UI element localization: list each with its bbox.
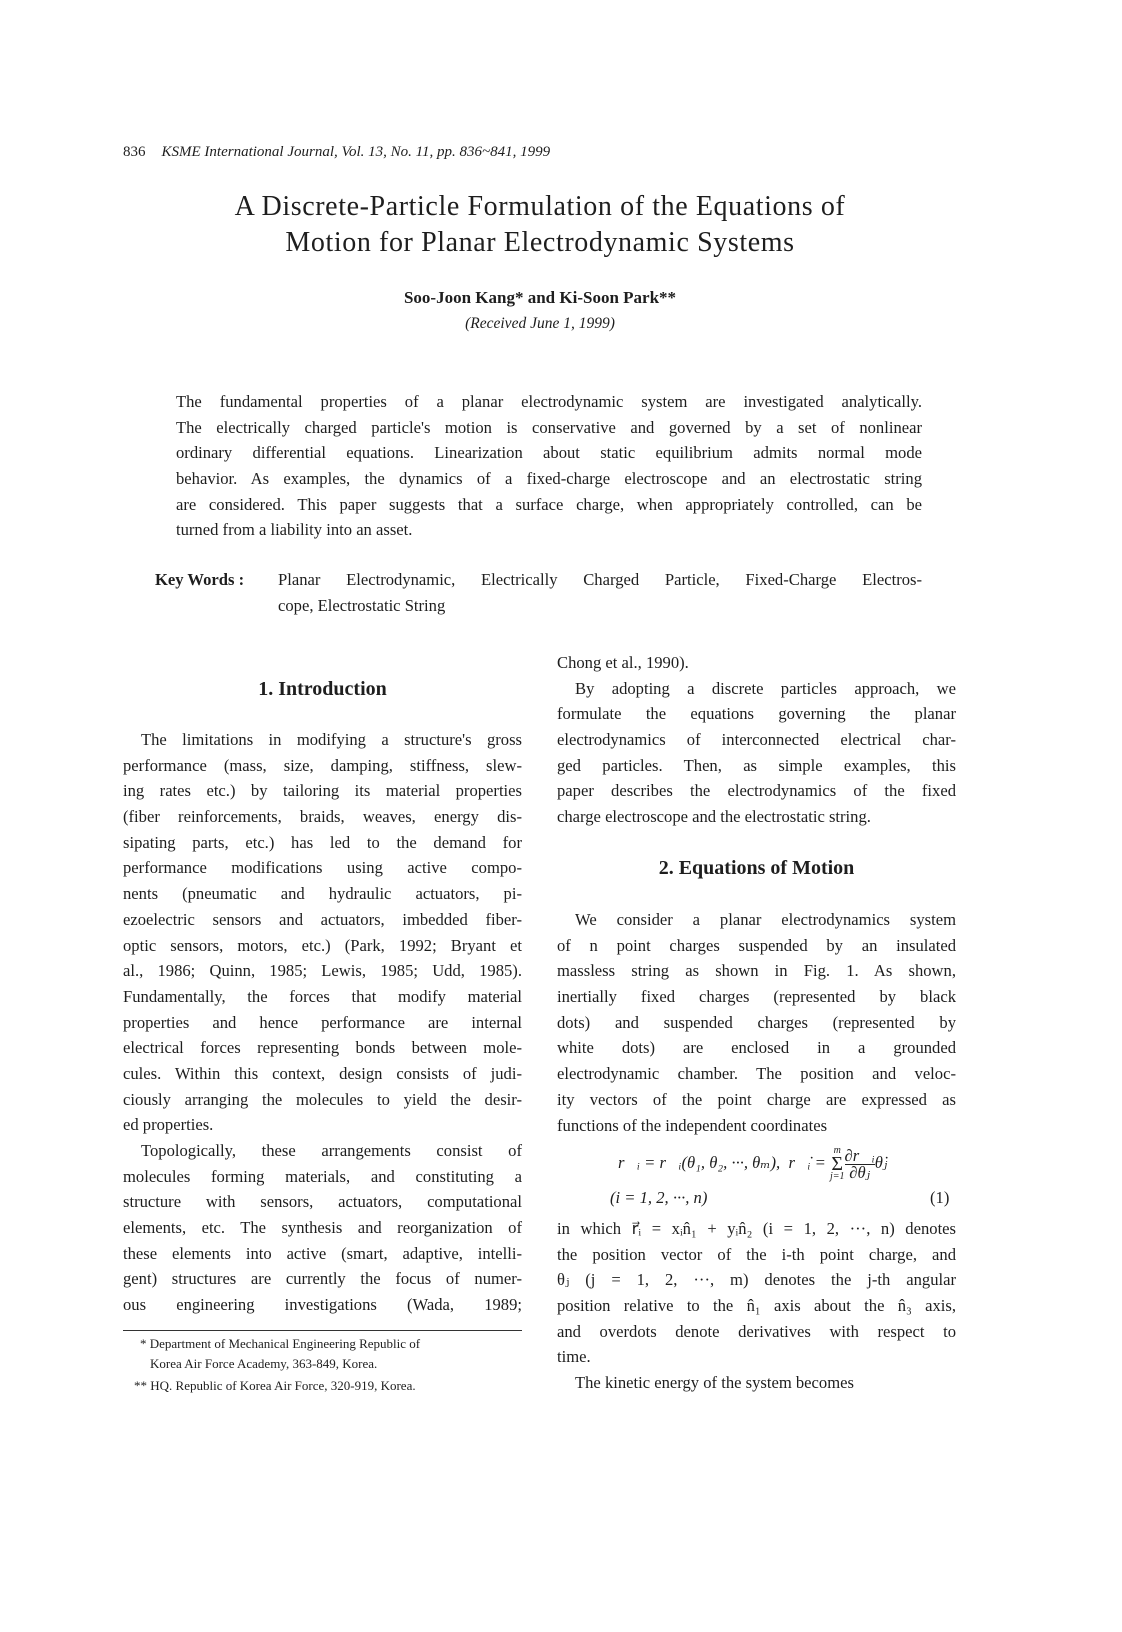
text-line: electrodynamic chamber. The position and veloc- xyxy=(557,1064,956,1084)
text-line: position relative to the n̂₁ axis about the n̂₃ axis, xyxy=(557,1296,956,1316)
text-line: We consider a planar electrodynamics system xyxy=(575,910,956,929)
text-line: The fundamental properties of a planar electrodynamic system are investigated analytically. xyxy=(176,392,922,411)
text-line: inertially fixed charges (represented by black xyxy=(557,987,956,1007)
equations-body-continued xyxy=(557,1216,956,1396)
text-line: functions of the independent coordinates xyxy=(557,1115,828,1135)
text-line: By adopting a discrete particles approach, we xyxy=(575,678,956,698)
equation-range: (i = 1, 2, ···, n) xyxy=(610,1188,708,1207)
paragraph xyxy=(557,907,956,1138)
text-line: are considered. This paper suggests that a surface charge, when appropriately controlled, can be xyxy=(176,494,922,514)
journal-citation: KSME International Journal, Vol. 13, No. 11, pp. 836~841, 1999 xyxy=(161,144,551,160)
equation-tail: θ̇ⱼ xyxy=(874,1152,888,1172)
equation-1 xyxy=(618,1146,887,1182)
text-line: ing rates etc.) by tailoring its material properties xyxy=(123,781,522,801)
text-line: turned from a liability into an asset. xyxy=(176,520,413,540)
text-line: The electrically charged particle's motion is conservative and governed by a set of nonlinear xyxy=(176,417,922,437)
text-line: Fundamentally, the forces that modify material xyxy=(123,986,522,1006)
text-line: behavior. As examples, the dynamics of a fixed-charge electroscope and an electrostatic string xyxy=(176,469,922,489)
text-line: performance (mass, size, damping, stiffness, slew- xyxy=(123,755,522,775)
title-line: A Discrete-Particle Formulation of the Equations of xyxy=(234,191,846,222)
page-number: 836 xyxy=(123,144,146,160)
text-line: and overdots denote derivatives with respect to xyxy=(557,1321,956,1341)
text-line: the position vector of the i-th point charge, and xyxy=(557,1244,956,1264)
text-line: of n point charges suspended by an insulated xyxy=(557,935,956,955)
text-line: optic sensors, motors, etc.) (Park, 1992; Bryant et xyxy=(123,935,522,955)
authors: Soo-Joon Kang* and Ki-Soon Park** xyxy=(403,288,677,307)
text-line: dots) and suspended charges (represented by xyxy=(557,1012,956,1032)
footnote-2: ** HQ. Republic of Korea Air Force, 320-919, Korea. xyxy=(134,1378,416,1393)
text-line: in which r⃗ᵢ = xᵢn̂₁ + yᵢn̂₂ (i = 1, 2, ···, n) denotes xyxy=(557,1219,956,1238)
text-line: sipating parts, etc.) has led to the demand for xyxy=(123,832,522,852)
paragraph xyxy=(176,389,922,543)
text-line: elements, etc. The synthesis and reorganization of xyxy=(123,1218,522,1238)
section-heading-equations-of-motion: 2. Equations of Motion xyxy=(658,857,855,879)
sum-upper: m xyxy=(833,1145,841,1156)
text-line: The limitations in modifying a structure's gross xyxy=(141,730,522,749)
running-header xyxy=(123,144,550,161)
text-line: ezoelectric sensors and actuators, imbedded fiber- xyxy=(123,909,522,929)
abstract xyxy=(176,389,922,543)
text-line: performance modifications using active compo- xyxy=(123,858,522,878)
keywords xyxy=(278,567,922,618)
text-line: gent) structures are currently the focus of numer- xyxy=(123,1269,522,1289)
text-line: white dots) are enclosed in a grounded xyxy=(557,1038,956,1058)
text-line: massless string as shown in Fig. 1. As shown, xyxy=(557,961,956,981)
footnote-1-cont: Korea Air Force Academy, 363-849, Korea. xyxy=(150,1356,378,1371)
paragraph xyxy=(123,727,522,1138)
sum-symbol: Σ xyxy=(831,1153,844,1175)
paragraph xyxy=(557,650,956,676)
footnote-1: * Department of Mechanical Engineering Republic of xyxy=(140,1336,421,1351)
paragraph xyxy=(278,567,922,618)
text-line: Planar Electrodynamic, Electrically Charged Particle, Fixed-Charge Electros- xyxy=(278,570,922,589)
text-line: (fiber reinforcements, braids, weaves, energy dis- xyxy=(123,807,522,827)
text-line: θⱼ (j = 1, 2, ···, m) denotes the j-th angular xyxy=(557,1270,956,1290)
fraction-denominator: ∂θⱼ xyxy=(849,1162,870,1182)
text-line: Topologically, these arrangements consist of xyxy=(141,1141,522,1160)
paragraph xyxy=(557,1216,956,1370)
text-line: The kinetic energy of the system becomes xyxy=(575,1373,854,1393)
equation-number: (1) xyxy=(930,1188,950,1207)
paragraph xyxy=(557,676,956,830)
text-line: these elements into active (smart, adaptive, intelli- xyxy=(123,1243,522,1263)
text-line: electrical forces representing bonds between mole- xyxy=(123,1038,522,1058)
intro-continuation xyxy=(557,650,956,830)
sum-lower: j=1 xyxy=(829,1171,845,1182)
text-line: formulate the equations governing the planar xyxy=(557,704,956,724)
introduction-body xyxy=(123,727,522,1318)
text-line: ity vectors of the point charge are expressed as xyxy=(557,1089,956,1109)
paragraph xyxy=(123,1138,522,1318)
text-line: cope, Electrostatic String xyxy=(278,595,446,615)
text-line: structure with sensors, actuators, computational xyxy=(123,1192,522,1212)
equations-body xyxy=(557,907,956,1138)
text-line: ordinary differential equations. Linearization about static equilibrium admits normal mode xyxy=(176,443,922,463)
text-line: al., 1986; Quinn, 1985; Lewis, 1985; Udd, 1985). xyxy=(123,961,522,981)
received-date: (Received June 1, 1999) xyxy=(465,315,615,332)
fraction-numerator: ∂r⃗ᵢ xyxy=(844,1145,875,1165)
text-line: nents (pneumatic and hydraulic actuators, pi- xyxy=(123,884,522,904)
text-line: cules. Within this context, design consists of judi- xyxy=(123,1063,522,1083)
section-heading-introduction: 1. Introduction xyxy=(258,678,387,700)
equation-position: r⃗ᵢ = r⃗ᵢ(θ₁, θ₂, ···, θₘ), xyxy=(618,1152,781,1172)
text-line: electrodynamics of interconnected electrical char- xyxy=(557,730,956,750)
paragraph xyxy=(557,1370,956,1396)
text-line: ciously arranging the molecules to yield the desir- xyxy=(123,1089,522,1109)
text-line: ed properties. xyxy=(123,1115,214,1135)
text-line: Chong et al., 1990). xyxy=(557,653,689,672)
paper-title xyxy=(123,189,957,261)
text-line: molecules forming materials, and constituting a xyxy=(123,1166,522,1186)
keywords-label: Key Words : xyxy=(155,570,245,589)
text-line: charge electroscope and the electrostatic string. xyxy=(557,807,871,827)
partial-fraction xyxy=(844,1145,875,1182)
text-line: properties and hence performance are internal xyxy=(123,1012,522,1032)
equation-velocity-lhs: r⃗̇ᵢ = xyxy=(788,1152,826,1172)
title-line: Motion for Planar Electrodynamic Systems xyxy=(285,227,795,258)
text-line: ous engineering investigations (Wada, 1989; xyxy=(123,1295,522,1315)
text-line: ged particles. Then, as simple examples, this xyxy=(557,755,956,775)
footnote-divider xyxy=(123,1330,522,1331)
summation xyxy=(830,1146,845,1182)
text-line: paper describes the electrodynamics of the fixed xyxy=(557,781,956,801)
text-line: time. xyxy=(557,1347,591,1367)
